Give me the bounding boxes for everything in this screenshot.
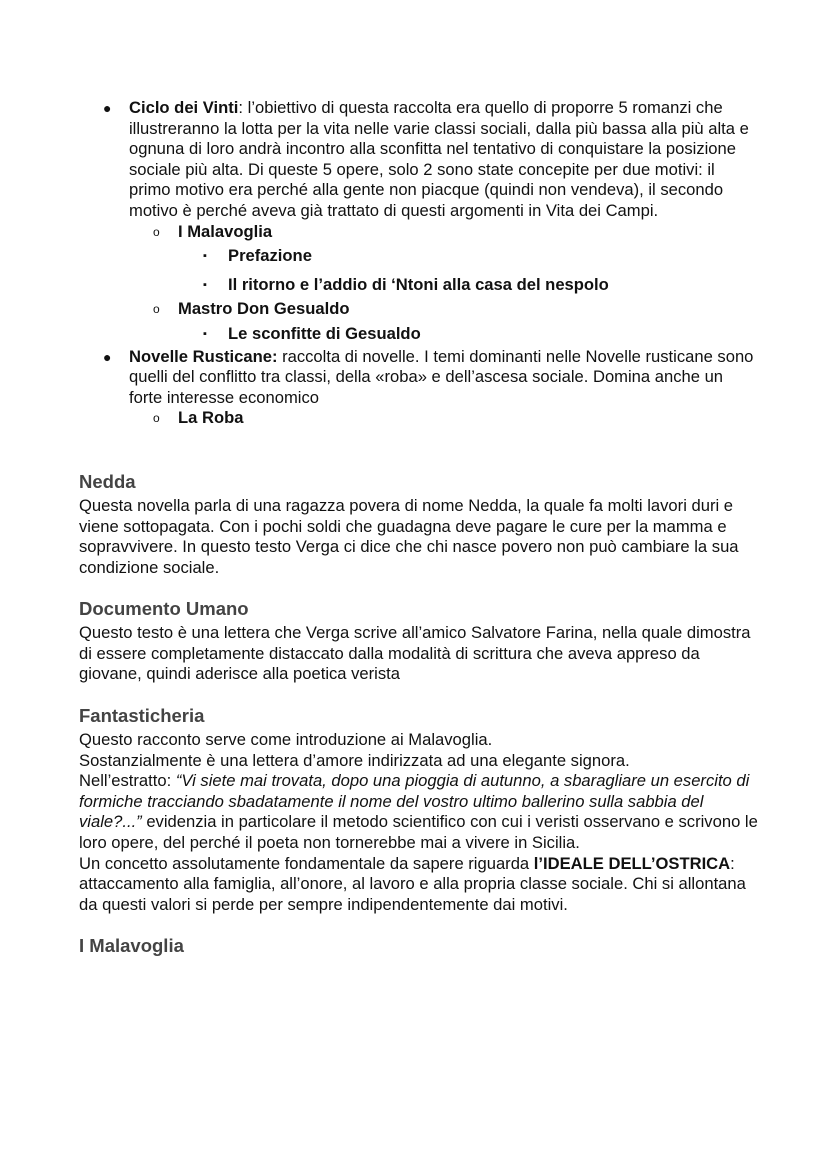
heading-i-malavoglia: I Malavoglia [79,935,184,957]
heading-documento-umano: Documento Umano [79,598,249,620]
ritorno-label: Il ritorno e l’addio di ‘Ntoni alla casa del nespolo [228,274,609,294]
list-item-ritorno [79,275,759,296]
square-bullet-icon: ▪ [203,278,207,291]
malavoglia-label: I Malavoglia [178,221,273,241]
ciclo-vinti-text: : l’obiettivo di questa raccolta era quello di proporre 5 romanzi che illustreranno la lotta per la vita nelle varie classi sociali, dalla più bassa alla più alta e ognuna di loro andrà incontro alla sconfitta nel tentativo di conquistare la posizione sociale più alta. Di queste 5 opere, solo 2 sono state concepite per due motivi: il primo motivo era perché alla gente non piacque (quindi non vendeva), il secondo motivo è perché aveva già trattato di questi argomenti in Vita dei Campi. [129,98,749,220]
prefazione-label: Prefazione [228,246,312,266]
ciclo-vinti-title: Ciclo dei Vinti [129,98,239,117]
list-item-ciclo-vinti [79,98,759,222]
list-item-novelle-rusticane [79,347,759,409]
estratto-suffix: evidenzia in particolare il metodo scientifico con cui i veristi osservano e scrivono le loro opere, del perché il poeta non tornerebbe mai a vivere in Sicilia. [79,812,758,853]
documento-paragraph: Questo testo è una lettera che Verga scrive all’amico Salvatore Farina, nella quale dimostra di essere completamente distaccato dalla modalità di scrittura che aveva appreso da giovane, quindi aderisce alla poetica verista [79,623,751,684]
list-item-la-roba [79,408,759,429]
fantasticheria-concetto [79,854,759,916]
gesualdo-label: Mastro Don Gesualdo [178,299,350,319]
estratto-prefix: Nell’estratto: [79,771,176,791]
square-bullet-icon: ▪ [203,327,207,340]
fantasticheria-estratto [79,771,759,853]
concetto-prefix: Un concetto assolutamente fondamentale da sapere riguarda [79,853,534,873]
rusticane-text: raccolta di novelle. I temi dominanti nelle Novelle rusticane sono quelli del conflitto tra classi, della «roba» e dell’ascesa sociale. Domina anche un forte interesse economico [129,346,754,407]
la-roba-label: La Roba [178,408,244,428]
sconfitte-label: Le sconfitte di Gesualdo [228,323,421,343]
square-bullet-icon: ▪ [203,250,207,263]
list-item-prefazione [79,246,759,267]
nedda-paragraph: Questa novella parla di una ragazza povera di nome Nedda, la quale fa molti lavori duri e viene sottopagata. Con i pochi soldi che guadagna deve pagare le cure per la mamma e sopravvivere. In questo testo Verga ci dice che chi nasce povero non può cambiare la sua condizione sociale. [79,495,739,577]
estratto-quote: “Vi siete mai trovata, dopo una pioggia di autunno, a sbaragliare un esercito di formiche tracciando sbadatamente il nome del vostro ultimo ballerino sulla sabbia del viale?...” [79,771,750,832]
circle-bullet-icon: o [153,224,160,239]
list-item-gesualdo [79,299,759,320]
list-item-malavoglia [79,222,759,243]
list-item-sconfitte [79,324,759,345]
bullet-icon: ● [103,348,112,365]
ideale-ostrica: l’IDEALE DELL’OSTRICA [533,853,731,873]
circle-bullet-icon: o [153,302,160,317]
rusticane-title: Novelle Rusticane: [129,346,278,366]
fantasticheria-line2: Sostanzialmente è una lettera d’amore indirizzata ad una elegante signora. [79,750,630,770]
document-page [79,98,759,957]
heading-fantasticheria: Fantasticheria [79,705,205,727]
heading-nedda: Nedda [79,470,136,492]
concetto-suffix: : attaccamento alla famiglia, all’onore, al lavoro e alla propria classe sociale. Chi si allontana da questi valori si perde per sempre indipendentemente dai motivi. [79,853,746,914]
bullet-icon: ● [103,100,112,116]
circle-bullet-icon: o [153,411,160,426]
fantasticheria-line1: Questo racconto serve come introduzione ai Malavoglia. [79,730,493,750]
